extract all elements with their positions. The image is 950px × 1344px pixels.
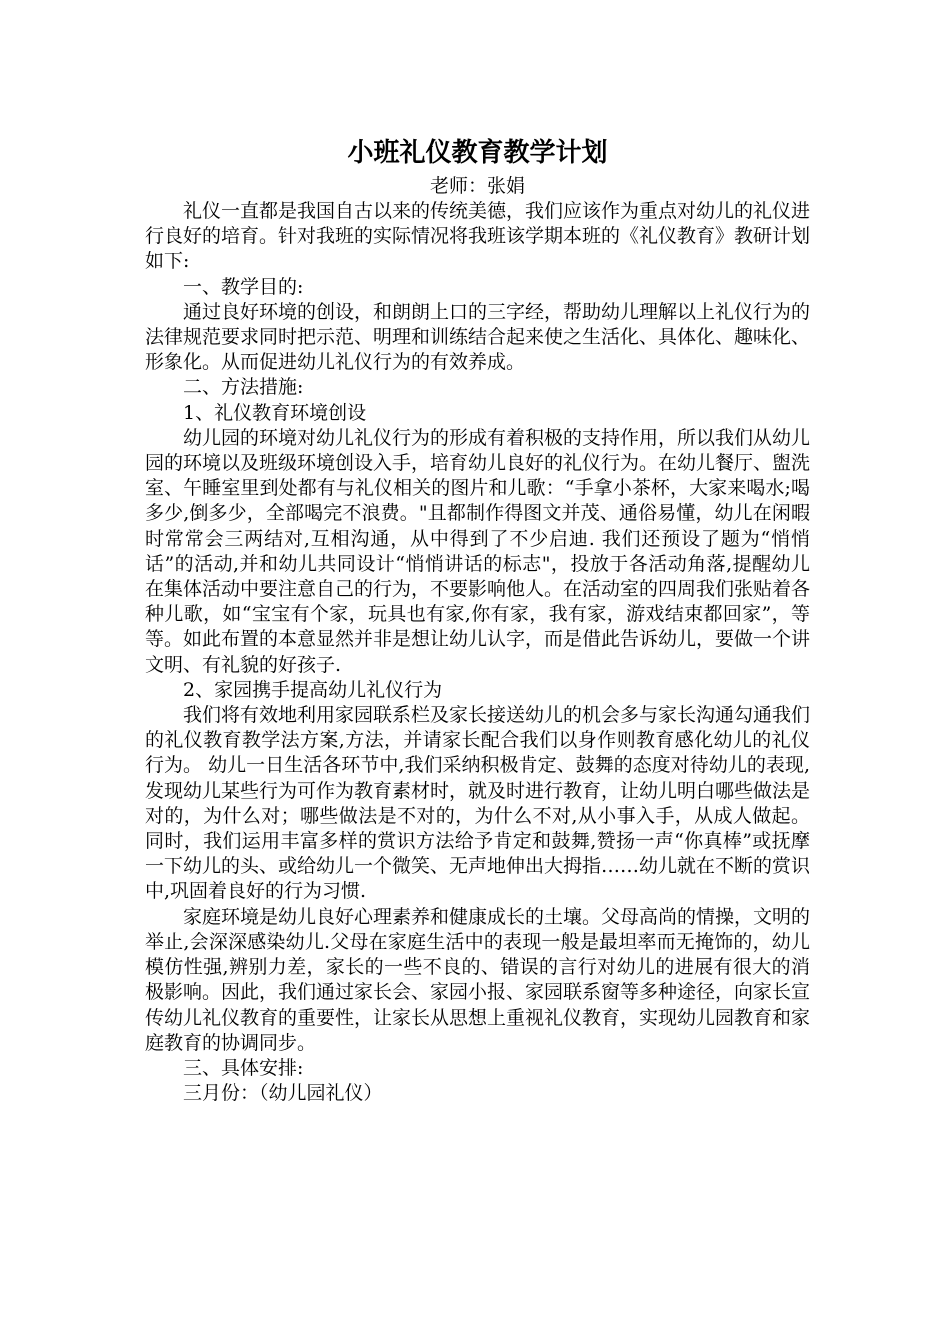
section-heading-schedule: 三、具体安排: (183, 1056, 304, 1079)
author-line: 老师：张娟 (429, 175, 525, 197)
intro-paragraph: 礼仪一直都是我国自古以来的传统美德，我们应该作为重点对幼儿的礼仪进行良好的培育。针对我班的实际情况将我班该学期本班的《礼仪教育》教研计划如下: (145, 200, 811, 273)
document-title: 小班礼仪教育教学计划 (347, 138, 608, 168)
subheading-environment: 1、礼仪教育环境创设 (183, 401, 367, 424)
document-body (145, 133, 810, 1106)
section-heading-methods: 二、方法措施: (183, 376, 304, 399)
family-environment-paragraph: 家庭环境是幼儿良好心理素养和健康成长的土壤。父母高尚的情操，文明的举止,会深深感染幼儿.父母在家庭生活中的表现一般是最坦率而无掩饰的，幼儿模仿性强,辨别力差，家长的一些不良的、错误的言行对幼儿的进展有很大的消极影响。因此，我们通过家长会、家园小报、家园联系窗等多种途径，向家长宣传幼儿礼仪教育的重要性，让家长从思想上重视礼仪教育，实现幼儿园教育和家庭教育的协调同步。 (145, 905, 811, 1054)
home-school-paragraph: 我们将有效地利用家园联系栏及家长接送幼儿的机会多与家长沟通勾通我们的礼仪教育教学法方案,方法，并请家长配合我们以身作则教育感化幼儿的礼仪行为。 幼儿一日生活各环节中,我们采纳积极肯定、鼓舞的态度对待幼儿的表现,发现幼儿某些行为可作为教育素材时，就及时进行教育，让幼儿明白哪些做法是对的，为什么对；哪些做法是不对的，为什么不对,从小事入手，从成人做起。同时，我们运用丰富多样的赏识方法给予肯定和鼓舞,赞扬一声“你真棒”或抚摩一下幼儿的头、或给幼儿一个微笑、无声地伸出大拇指……幼儿就在不断的赏识中,巩固着良好的行为习惯. (145, 704, 811, 903)
schedule-march: 三月份：（幼儿园礼仪） (183, 1082, 383, 1105)
teaching-goal-paragraph: 通过良好环境的创设，和朗朗上口的三字经，帮助幼儿理解以上礼仪行为的法律规范要求同时把示范、明理和训练结合起来使之生活化、具体化、趣味化、形象化。从而促进幼儿礼仪行为的有效养成。 (145, 300, 811, 374)
section-heading-teaching-goal: 一、教学目的: (183, 275, 304, 298)
subheading-home-school: 2、家园携手提高幼儿礼仪行为 (183, 678, 443, 701)
environment-paragraph: 幼儿园的环境对幼儿礼仪行为的形成有着积极的支持作用，所以我们从幼儿园的环境以及班级环境创设入手，培育幼儿良好的礼仪行为。在幼儿餐厅、盥洗室、午睡室里到处都有与礼仪相关的图片和儿歌：“手拿小茶杯，大家来喝水;喝多少,倒多少，全部喝完不浪费。"且都制作得图文并茂、通俗易懂，幼儿在闲暇时常常会三两结对,互相沟通，从中得到了不少启迪. 我们还预设了题为“悄悄话”的活动,并和幼儿共同设计“悄悄讲话的标志"，投放于各活动角落,提醒幼儿在集体活动中要注意自己的行为，不要影响他人。在活动室的四周我们张贴着各种儿歌，如“宝宝有个家，玩具也有家,你有家，我有家，游戏结束都回家”，等等。如此布置的本意显然并非是想让幼儿认字，而是借此告诉幼儿，要做一个讲文明、有礼貌的好孩子. (145, 426, 811, 676)
